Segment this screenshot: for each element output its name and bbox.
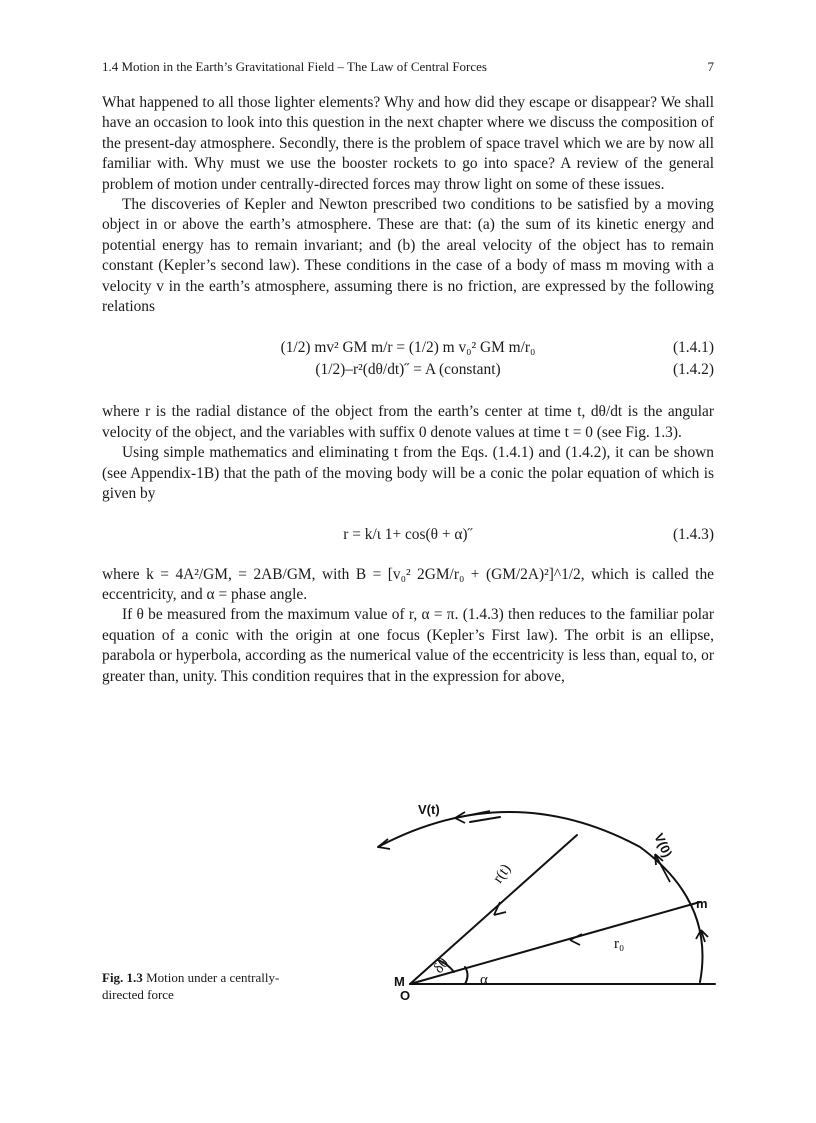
- equation-block-2: [102, 525, 714, 547]
- equation-1-4-2: [102, 360, 714, 382]
- paragraph-4: Using simple mathematics and eliminating t from the Eqs. (1.4.1) and (1.4.2), it can be shown (see Appendix-1B) that the path of the moving body will be a conic the polar equation of which is given by: [102, 444, 714, 503]
- equation-expression: (1/2) mv² GM m/r = (1/2) m v₀² GM m/r₀: [280, 339, 536, 357]
- equation-number: (1.4.1): [672, 339, 714, 357]
- paragraph-5: where k = 4A²/GM, = 2AB/GM, with B = [v₀² 2GM/r₀ + (GM/2A)²]^1/2, which is called the eccentricity, and α = phase angle.: [102, 565, 714, 603]
- figure-caption-label: Fig. 1.3: [102, 970, 143, 985]
- label-mass: m: [696, 896, 708, 911]
- label-radius-t: r(t): [490, 861, 515, 887]
- radius-0-arrow: [570, 934, 582, 945]
- label-origin: O: [400, 988, 411, 1003]
- figure-caption-text: Motion under a centrally-directed force: [102, 970, 280, 1002]
- alpha-arc: [465, 967, 468, 984]
- figure-caption: [102, 969, 292, 1003]
- equation-1-4-1: [102, 338, 714, 360]
- velocity-t-arrow-tail: [470, 817, 500, 822]
- running-title: 1.4 Motion in the Earth’s Gravitational Field – The Law of Central Forces: [102, 59, 487, 74]
- paragraph-6: If θ be measured from the maximum value of r, α = π. (1.4.3) then reduces to the familiar polar equation of a conic with the origin at one focus (Kepler’s First law). The orbit is an ellipse, parabola or hyperbola, according as the numerical value of the eccentricity is less than, equal to, or greater than, unity. This condition requires that in the expression for above,: [102, 606, 714, 685]
- equation-block-1: [102, 338, 714, 382]
- equation-number: (1.4.2): [672, 361, 714, 379]
- equation-expression: r = k/ɩ 1+ cos(θ + α)˝: [343, 525, 473, 543]
- page-number: 7: [707, 59, 714, 74]
- running-header: [102, 59, 714, 75]
- equation-1-4-3: [102, 525, 714, 547]
- label-alpha: α: [480, 972, 488, 988]
- label-delta-theta: δθ: [430, 955, 453, 977]
- equation-number: (1.4.3): [672, 525, 714, 543]
- label-radius-0: r₀: [614, 936, 625, 952]
- equation-expression: (1/2)–r²(dθ/dt)˝ = A (constant): [315, 361, 501, 379]
- label-center: M: [394, 974, 405, 989]
- paragraph-2: The discoveries of Kepler and Newton prescribed two conditions to be satisfied by a moving object in or above the earth’s atmosphere. These are that: (a) the sum of its kinetic energy and potential energy has to remain invariant; and (b) the areal velocity of the object has to remain constant (Kepler’s second law). These conditions in the case of a body of mass m moving with a velocity v in the earth’s atmosphere, assuming there is no friction, are expressed by the following relations: [102, 196, 714, 316]
- paragraph-1: What happened to all those lighter elements? Why and how did they escape or disappear? We shall have an occasion to look into this question in the next chapter where we discuss the composition of the present-day atmosphere. Secondly, there is the problem of space travel which we are by now all familiar with. Why must we use the booster rockets to go into space? A review of the general problem of motion under centrally-directed forces may throw light on some of these issues.: [102, 94, 714, 193]
- main-text: [102, 93, 714, 687]
- orbit-diagram: [370, 792, 720, 1014]
- label-velocity-0: V(0): [651, 830, 676, 860]
- label-velocity-t: V(t): [418, 802, 440, 817]
- paragraph-3: where r is the radial distance of the object from the earth’s center at time t, dθ/dt is the angular velocity of the object, and the variables with suffix 0 denote values at time t = 0 (see Fig. 1.3).: [102, 403, 714, 441]
